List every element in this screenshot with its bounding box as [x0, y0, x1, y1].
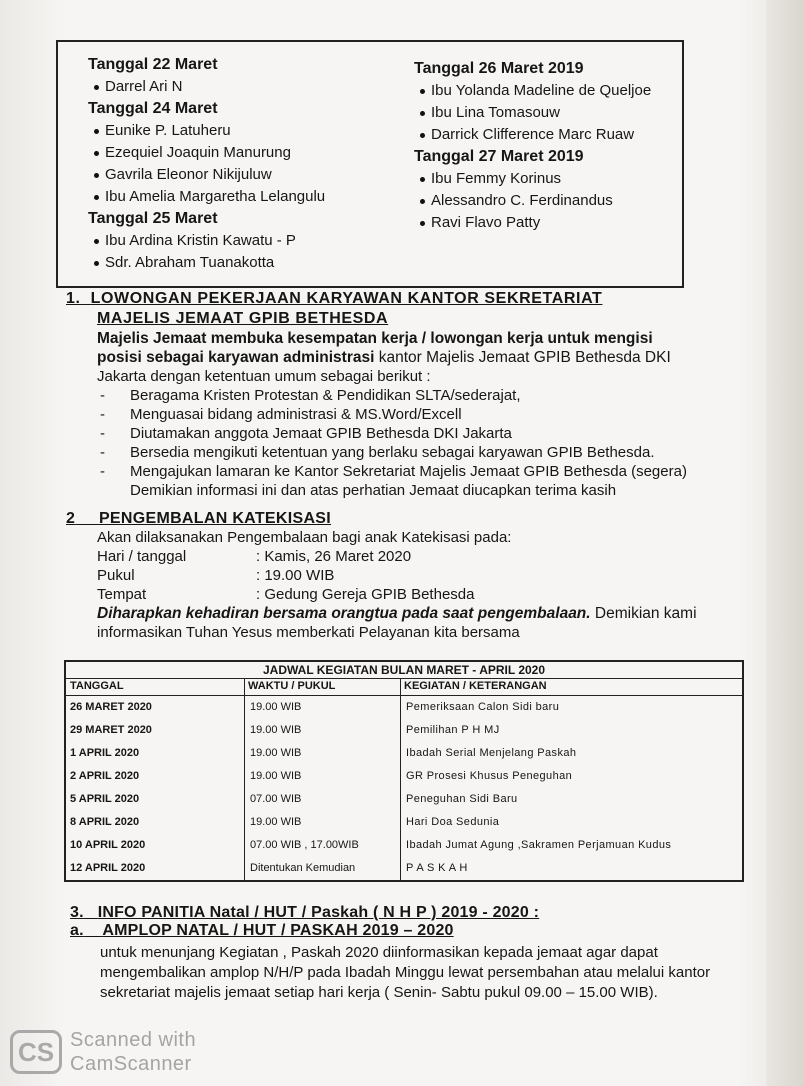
bullet-icon: [94, 85, 99, 90]
section-3-text: mengembalikan amplop N/H/P pada Ibadah Minggu lewat persembahan atau melalui kantor: [100, 964, 711, 981]
section-1-closing: Demikian informasi ini dan atas perhatian Jemaat diucapkan terima kasih: [130, 482, 617, 499]
schedule-table: [64, 660, 744, 882]
bullet-icon: [94, 261, 99, 266]
table-row: 1 APRIL 2020 19.00 WIB Ibadah Serial Menjelang Paskah: [70, 747, 577, 759]
birthday-name: Ibu Femmy Korinus: [414, 168, 651, 190]
birthday-column-left: [88, 54, 325, 274]
bullet-icon: [94, 129, 99, 134]
section-1-intro: Majelis Jemaat membuka kesempatan kerja / lowongan kerja untuk mengisi: [97, 330, 653, 347]
table-row: 12 APRIL 2020 Ditentukan Kemudian P A S K A H: [70, 862, 468, 874]
section-2-note: Diharapkan kehadiran bersama orangtua pada saat pengembalaan. Demikian kami: [97, 605, 697, 622]
birthday-name: Ezequiel Joaquin Manurung: [88, 142, 325, 164]
requirement-item: Bersedia mengikuti ketentuan yang berlaku sebagai karyawan GPIB Bethesda.: [130, 444, 655, 461]
birthday-name: Ibu Amelia Margaretha Lelangulu: [88, 186, 325, 208]
detail-value: : Kamis, 26 Maret 2020: [256, 548, 412, 565]
detail-label: Tempat: [97, 586, 147, 603]
table-row: 29 MARET 2020 19.00 WIB Pemilihan P H MJ: [70, 724, 500, 736]
bullet-icon: [94, 151, 99, 156]
column-header: TANGGAL: [70, 680, 124, 692]
birthday-box: [56, 40, 684, 288]
section-3-subheading: a. AMPLOP NATAL / HUT / PASKAH 2019 – 2020: [70, 922, 454, 939]
column-header: WAKTU / PUKUL: [248, 680, 336, 692]
section-1-intro: posisi sebagai karyawan administrasi kantor Majelis Jemaat GPIB Bethesda DKI: [97, 349, 671, 366]
bullet-icon: [420, 89, 425, 94]
schedule-header-row: [66, 679, 742, 696]
bullet-icon: [420, 199, 425, 204]
requirement-item: Diutamakan anggota Jemaat GPIB Bethesda DKI Jakarta: [130, 425, 512, 442]
birthday-column-right: [414, 58, 651, 234]
detail-label: Hari / tanggal: [97, 548, 187, 565]
detail-value: : 19.00 WIB: [256, 567, 335, 584]
table-row: 10 APRIL 2020 07.00 WIB , 17.00WIB Ibadah Jumat Agung ,Sakramen Perjamuan Kudus: [70, 839, 672, 851]
dash-bullet: -: [100, 387, 105, 404]
birthday-name: Sdr. Abraham Tuanakotta: [88, 252, 325, 274]
birthday-name: Darrel Ari N: [88, 76, 325, 98]
schedule-title: JADWAL KEGIATAN BULAN MARET - APRIL 2020: [66, 662, 742, 679]
requirement-item: Beragama Kristen Protestan & Pendidikan SLTA/sederajat,: [130, 387, 521, 404]
section-3-text: sekretariat majelis jemaat setiap hari kerja ( Senin- Sabtu pukul 09.00 – 15.00 WIB).: [100, 984, 658, 1001]
section-2-note: informasikan Tuhan Yesus memberkati Pelayanan kita bersama: [97, 624, 520, 641]
bullet-icon: [420, 221, 425, 226]
birthday-name: Ibu Ardina Kristin Kawatu - P: [88, 230, 325, 252]
detail-value: : Gedung Gereja GPIB Bethesda: [256, 586, 475, 603]
detail-label: Pukul: [97, 567, 135, 584]
section-3-text: untuk menunjang Kegiatan , Paskah 2020 diinformasikan kepada jemaat agar dapat: [100, 944, 658, 961]
section-2-intro: Akan dilaksanakan Pengembalaan bagi anak Katekisasi pada:: [97, 529, 512, 546]
bullet-icon: [420, 177, 425, 182]
table-row: 8 APRIL 2020 19.00 WIB Hari Doa Sedunia: [70, 816, 500, 828]
dash-bullet: -: [100, 406, 105, 423]
bullet-icon: [94, 195, 99, 200]
birthday-name: Ravi Flavo Patty: [414, 212, 651, 234]
birthday-name: Ibu Yolanda Madeline de Queljoe: [414, 80, 651, 102]
section-1-intro: Jakarta dengan ketentuan umum sebagai berikut :: [97, 368, 431, 385]
birthday-date: Tanggal 27 Maret 2019: [414, 148, 584, 165]
bullet-icon: [94, 239, 99, 244]
bullet-icon: [94, 173, 99, 178]
table-row: 5 APRIL 2020 07.00 WIB Peneguhan Sidi Baru: [70, 793, 518, 805]
camscanner-logo-icon: CS: [10, 1030, 62, 1074]
birthday-name: Gavrila Eleonor Nikijuluw: [88, 164, 325, 186]
bullet-icon: [420, 111, 425, 116]
section-2-heading: 2 PENGEMBALAN KATEKISASI: [66, 510, 332, 527]
section-3-heading: 3. INFO PANITIA Natal / HUT / Paskah ( N H P ) 2019 - 2020 :: [70, 904, 540, 921]
birthday-name: Darrick Clifference Marc Ruaw: [414, 124, 651, 146]
birthday-date: Tanggal 24 Maret: [88, 100, 218, 117]
page-edge: [766, 0, 804, 1086]
dash-bullet: -: [100, 425, 105, 442]
table-row: 26 MARET 2020 19.00 WIB Pemeriksaan Calon Sidi baru: [70, 701, 560, 713]
dash-bullet: -: [100, 444, 105, 461]
birthday-date: Tanggal 26 Maret 2019: [414, 60, 584, 77]
section-1-heading: 1. LOWONGAN PEKERJAAN KARYAWAN KANTOR SEKRETARIAT: [66, 290, 603, 307]
birthday-date: Tanggal 25 Maret: [88, 210, 218, 227]
requirement-item: Menguasai bidang administrasi & MS.Word/Excell: [130, 406, 462, 423]
birthday-name: Eunike P. Latuheru: [88, 120, 325, 142]
requirement-item: Mengajukan lamaran ke Kantor Sekretariat Majelis Jemaat GPIB Bethesda (segera): [130, 463, 687, 480]
birthday-name: Alessandro C. Ferdinandus: [414, 190, 651, 212]
column-header: KEGIATAN / KETERANGAN: [404, 680, 547, 692]
bullet-icon: [420, 133, 425, 138]
dash-bullet: -: [100, 463, 105, 480]
table-row: 2 APRIL 2020 19.00 WIB GR Prosesi Khusus Peneguhan: [70, 770, 573, 782]
birthday-date: Tanggal 22 Maret: [88, 56, 218, 73]
section-1-subheading: MAJELIS JEMAAT GPIB BETHESDA: [97, 310, 389, 327]
watermark-text: Scanned with CamScanner: [70, 1029, 197, 1075]
birthday-name: Ibu Lina Tomasouw: [414, 102, 651, 124]
